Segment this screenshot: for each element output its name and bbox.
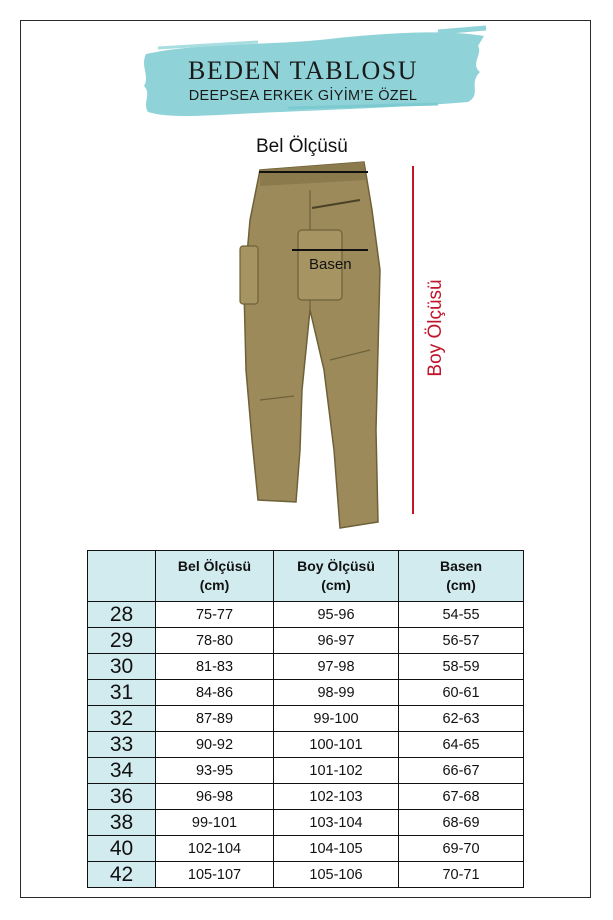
table-row [88, 732, 524, 758]
boy-cell: 102-103 [274, 784, 399, 810]
size-table [87, 550, 524, 888]
table-row [88, 836, 524, 862]
column-header-bel [156, 551, 274, 602]
column-header-unit: (cm) [446, 577, 476, 593]
size-cell: 38 [88, 810, 156, 836]
size-cell: 28 [88, 602, 156, 628]
size-cell: 31 [88, 680, 156, 706]
column-header-basen [399, 551, 524, 602]
size-cell: 36 [88, 784, 156, 810]
basen-cell: 66-67 [399, 758, 524, 784]
table-row [88, 862, 524, 888]
boy-cell: 97-98 [274, 654, 399, 680]
boy-cell: 95-96 [274, 602, 399, 628]
size-cell: 29 [88, 628, 156, 654]
boy-label: Boy Ölçüsü [425, 279, 446, 377]
table-row [88, 602, 524, 628]
boy-cell: 99-100 [274, 706, 399, 732]
boy-cell: 96-97 [274, 628, 399, 654]
basen-cell: 64-65 [399, 732, 524, 758]
basen-label: Basen [309, 256, 352, 273]
bel-cell: 90-92 [156, 732, 274, 758]
bel-label: Bel Ölçüsü [256, 136, 348, 157]
size-cell: 30 [88, 654, 156, 680]
basen-cell: 70-71 [399, 862, 524, 888]
basen-cell: 56-57 [399, 628, 524, 654]
column-header-size [88, 551, 156, 602]
table-row [88, 758, 524, 784]
bel-cell: 105-107 [156, 862, 274, 888]
basen-cell: 54-55 [399, 602, 524, 628]
column-header-unit: (cm) [199, 577, 230, 593]
boy-cell: 105-106 [274, 862, 399, 888]
basen-cell: 67-68 [399, 784, 524, 810]
bel-cell: 87-89 [156, 706, 274, 732]
table-row [88, 654, 524, 680]
column-header-label: Boy Ölçüsü [297, 558, 375, 574]
table-row [88, 784, 524, 810]
bel-cell: 81-83 [156, 654, 274, 680]
table-row [88, 706, 524, 732]
bel-cell: 93-95 [156, 758, 274, 784]
boy-measure-line [412, 166, 414, 514]
table-row [88, 628, 524, 654]
column-header-label: Bel Ölçüsü [177, 558, 252, 574]
table-row [88, 680, 524, 706]
basen-cell: 68-69 [399, 810, 524, 836]
boy-cell: 100-101 [274, 732, 399, 758]
bel-cell: 84-86 [156, 680, 274, 706]
column-header-label: Basen [439, 558, 483, 574]
bel-cell: 78-80 [156, 628, 274, 654]
bel-cell: 102-104 [156, 836, 274, 862]
page-title: BEDEN TABLOSU [187, 56, 418, 85]
column-header-unit: (cm) [321, 577, 351, 593]
cargo-pants-illustration [230, 150, 390, 535]
page-subtitle: DEEPSEA ERKEK GİYİM’E ÖZEL [188, 88, 418, 104]
bel-measure-line [259, 171, 368, 173]
table-header-row [88, 551, 524, 602]
basen-cell: 58-59 [399, 654, 524, 680]
boy-cell: 98-99 [274, 680, 399, 706]
boy-cell: 104-105 [274, 836, 399, 862]
table-row [88, 810, 524, 836]
size-cell: 32 [88, 706, 156, 732]
basen-cell: 60-61 [399, 680, 524, 706]
basen-cell: 62-63 [399, 706, 524, 732]
boy-cell: 103-104 [274, 810, 399, 836]
boy-cell: 101-102 [274, 758, 399, 784]
size-cell: 33 [88, 732, 156, 758]
size-cell: 34 [88, 758, 156, 784]
basen-cell: 69-70 [399, 836, 524, 862]
bel-cell: 99-101 [156, 810, 274, 836]
size-cell: 42 [88, 862, 156, 888]
column-header-boy [274, 551, 399, 602]
bel-cell: 75-77 [156, 602, 274, 628]
basen-measure-line [292, 249, 368, 251]
size-cell: 40 [88, 836, 156, 862]
bel-cell: 96-98 [156, 784, 274, 810]
